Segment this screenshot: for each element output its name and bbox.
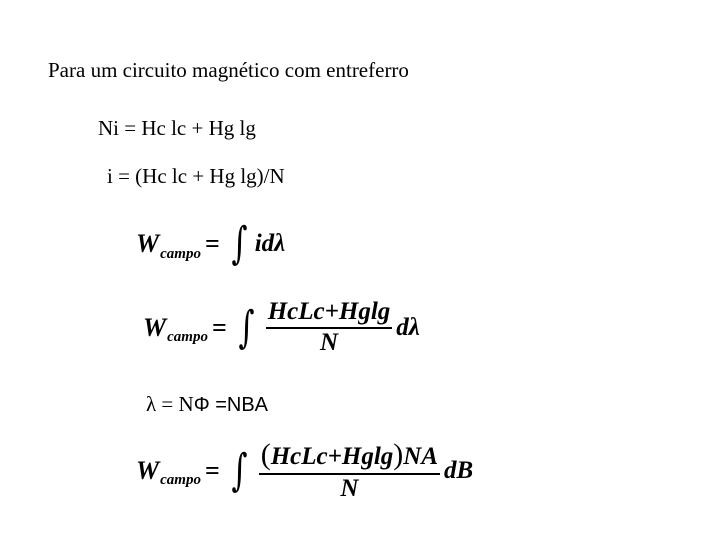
equation-ni: Ni = Hc lc + Hg lg bbox=[98, 116, 256, 140]
equation-w-field-2 bbox=[143, 298, 420, 358]
equation-i: i = (Hc lc + Hg lg)/N bbox=[107, 164, 285, 188]
w-symbol: W bbox=[136, 455, 160, 485]
equals-sign: = bbox=[204, 455, 220, 485]
fraction bbox=[266, 298, 393, 358]
integral-sign-icon: ∫ bbox=[231, 444, 248, 496]
equation-w-field-3 bbox=[136, 438, 473, 503]
integral-sign-icon: ∫ bbox=[231, 218, 248, 269]
equation-lambda bbox=[146, 392, 268, 417]
w-symbol: W bbox=[143, 312, 167, 342]
fraction-numerator: HcLc+Hglg bbox=[267, 298, 391, 325]
open-paren: ( bbox=[260, 438, 271, 471]
slide-title: Para um circuito magnético com entreferro bbox=[48, 58, 409, 82]
w-symbol: W bbox=[136, 229, 160, 258]
fraction-denominator: N bbox=[340, 474, 359, 502]
close-paren: ) bbox=[393, 438, 404, 471]
differential: dλ bbox=[396, 313, 420, 341]
fraction-numerator bbox=[259, 438, 440, 473]
lambda-right: Φ =NBA bbox=[193, 394, 269, 416]
w-subscript: campo bbox=[160, 245, 201, 262]
fraction bbox=[259, 438, 440, 503]
w-subscript: campo bbox=[167, 329, 208, 346]
w-subscript: campo bbox=[160, 472, 201, 489]
differential: dB bbox=[444, 456, 474, 484]
fraction-denominator: N bbox=[319, 328, 339, 356]
equals-sign: = bbox=[204, 229, 220, 258]
integrand: idλ bbox=[254, 230, 286, 257]
integral-sign-icon: ∫ bbox=[238, 301, 255, 353]
equals-sign: = bbox=[211, 312, 227, 342]
numerator-inner: HcLc+Hglg bbox=[270, 443, 394, 470]
equation-w-field-1 bbox=[136, 218, 286, 269]
numerator-suffix: NA bbox=[403, 443, 438, 470]
lambda-left: λ = N bbox=[146, 392, 194, 416]
